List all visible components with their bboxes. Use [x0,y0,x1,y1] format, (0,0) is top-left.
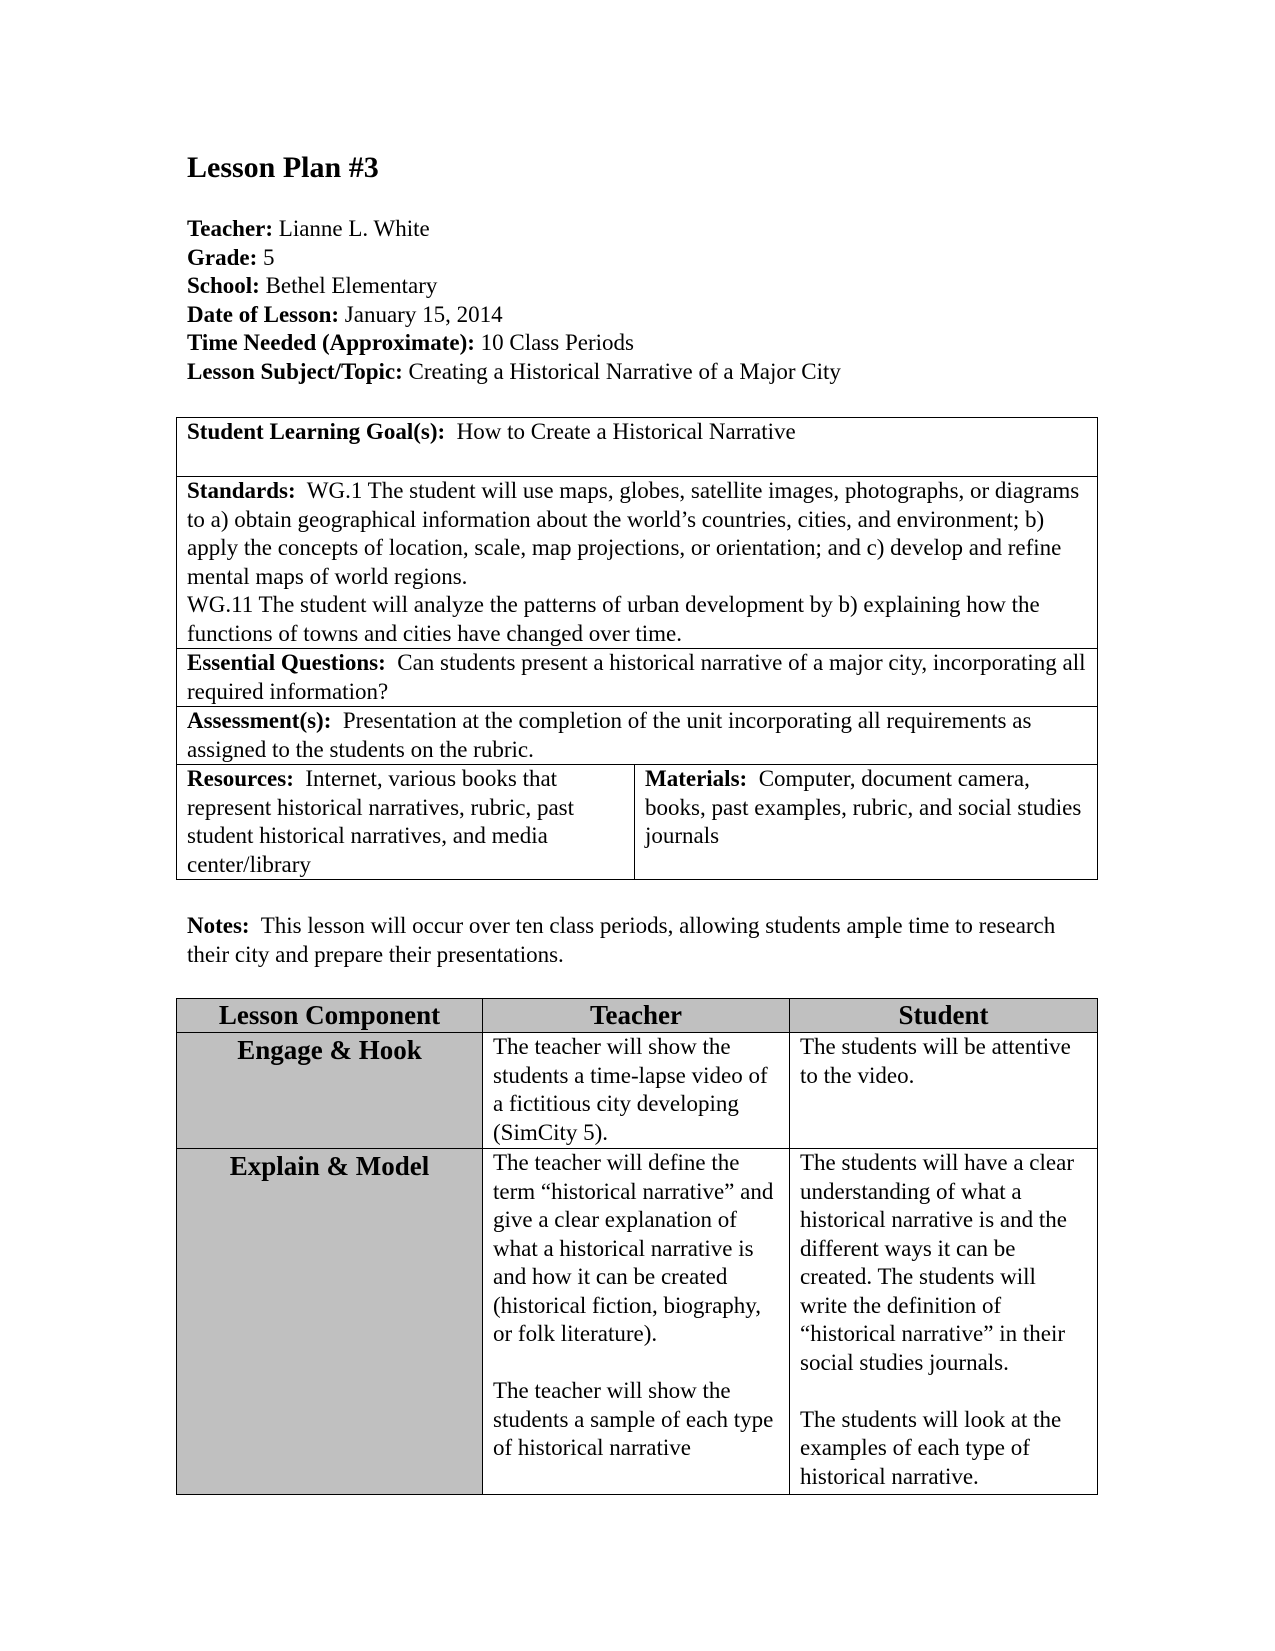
time-label: Time Needed (Approximate): [187,330,475,355]
paragraph-gap [800,1377,1087,1406]
date-line [187,301,841,330]
date-label: Date of Lesson: [187,301,340,327]
header-lesson-component: Lesson Component [177,999,483,1033]
resources-value: Internet, various books that represent historical narratives, rubric, past student historical narratives, and media center/library [187,766,575,877]
teacher-explain-text-2: The teacher will show the students a sample of each type of historical narrative [493,1378,774,1460]
standards-label: Standards: [187,478,296,503]
materials-label: Materials: [645,766,748,791]
overview-table [176,417,1098,880]
component-explain-model: Explain & Model [177,1149,483,1495]
header-teacher: Teacher [483,999,790,1033]
standards-value-1: WG.1 The student will use maps, globes, satellite images, photographs, or diagrams to a) obtain geographical information about the world’s countries, cities, and environment; b) apply the concepts of location, scale, map projections, or orientation; and c) develop and refine mental maps of world regions. [187,478,1080,589]
lesson-component-table [176,998,1098,1495]
notes [187,912,1067,969]
assessment-label: Assessment(s): [187,708,332,733]
standards-paragraph-2: WG.11 The student will analyze the patterns of urban development by b) explaining how the functions of towns and cities have changed over time. [187,592,1040,646]
student-explain-text-1: The students will have a clear understanding of what a historical narrative is and the different ways it can be created. The students will write the definition of “historical narrative” in their social studies journals. [800,1150,1074,1375]
paragraph-gap [493,1349,779,1378]
notes-value: This lesson will occur over ten class periods, allowing students ample time to research their city and prepare their presentations. [187,913,1056,967]
grade-value: 5 [263,244,275,270]
teacher-line [187,215,841,244]
assessment-cell [177,707,1098,765]
teacher-explain-text-1: The teacher will define the term “historical narrative” and give a clear explanation of what a historical narrative is and how it can be created (historical fiction, biography, or folk literature). [493,1150,774,1346]
resources-materials-row [177,765,1098,880]
lesson-info [187,215,841,386]
student-engage-text: The students will be attentive to the video. [800,1034,1071,1088]
teacher-explain-cell [483,1149,790,1495]
student-explain-text-2: The students will look at the examples of each type of historical narrative. [800,1406,1062,1489]
time-line [187,329,841,358]
assessment-value: Presentation at the completion of the unit incorporating all requirements as assigned to the students on the rubric. [187,708,1032,762]
school-value: Bethel Elementary [265,273,438,298]
time-value: 10 Class Periods [480,330,634,355]
standards-row [177,477,1098,649]
teacher-engage-text: The teacher will show the students a time-lapse video of a fictitious city developing (SimCity 5). [493,1034,768,1145]
assessment-row [177,707,1098,765]
grade-label: Grade: [187,244,258,270]
student-engage-cell [790,1033,1098,1149]
essential-questions-cell [177,649,1098,707]
page-title: Lesson Plan #3 [187,151,379,184]
resources-cell [177,765,635,880]
header-student: Student [790,999,1098,1033]
goals-label: Student Learning Goal(s): [187,419,446,444]
standards-cell [177,477,1098,649]
topic-label: Lesson Subject/Topic: [187,358,403,384]
student-explain-cell [790,1149,1098,1495]
resources-label: Resources: [187,766,294,791]
notes-label: Notes: [187,913,250,938]
component-engage-hook: Engage & Hook [177,1033,483,1149]
table-row [177,1033,1098,1149]
topic-line [187,358,841,387]
essential-questions-row [177,649,1098,707]
date-value: January 15, 2014 [344,301,503,327]
essential-questions-label: Essential Questions: [187,650,386,675]
standards-paragraph-1 [187,477,1087,591]
grade-line [187,244,841,273]
goals-value: How to Create a Historical Narrative [456,419,796,444]
goals-row [177,418,1098,477]
goals-cell [177,418,1098,477]
school-line [187,272,841,301]
essential-questions-value: Can students present a historical narrative of a major city, incorporating all required information? [187,650,1086,704]
materials-cell [635,765,1098,880]
materials-value: Computer, document camera, books, past examples, rubric, and social studies journals [645,766,1082,848]
school-label: School: [187,273,260,298]
topic-value: Creating a Historical Narrative of a Major City [408,358,841,384]
table-row [177,1149,1098,1495]
teacher-value: Lianne L. White [278,216,430,241]
teacher-engage-cell [483,1033,790,1149]
teacher-label: Teacher: [187,216,274,241]
table-header-row [177,999,1098,1033]
